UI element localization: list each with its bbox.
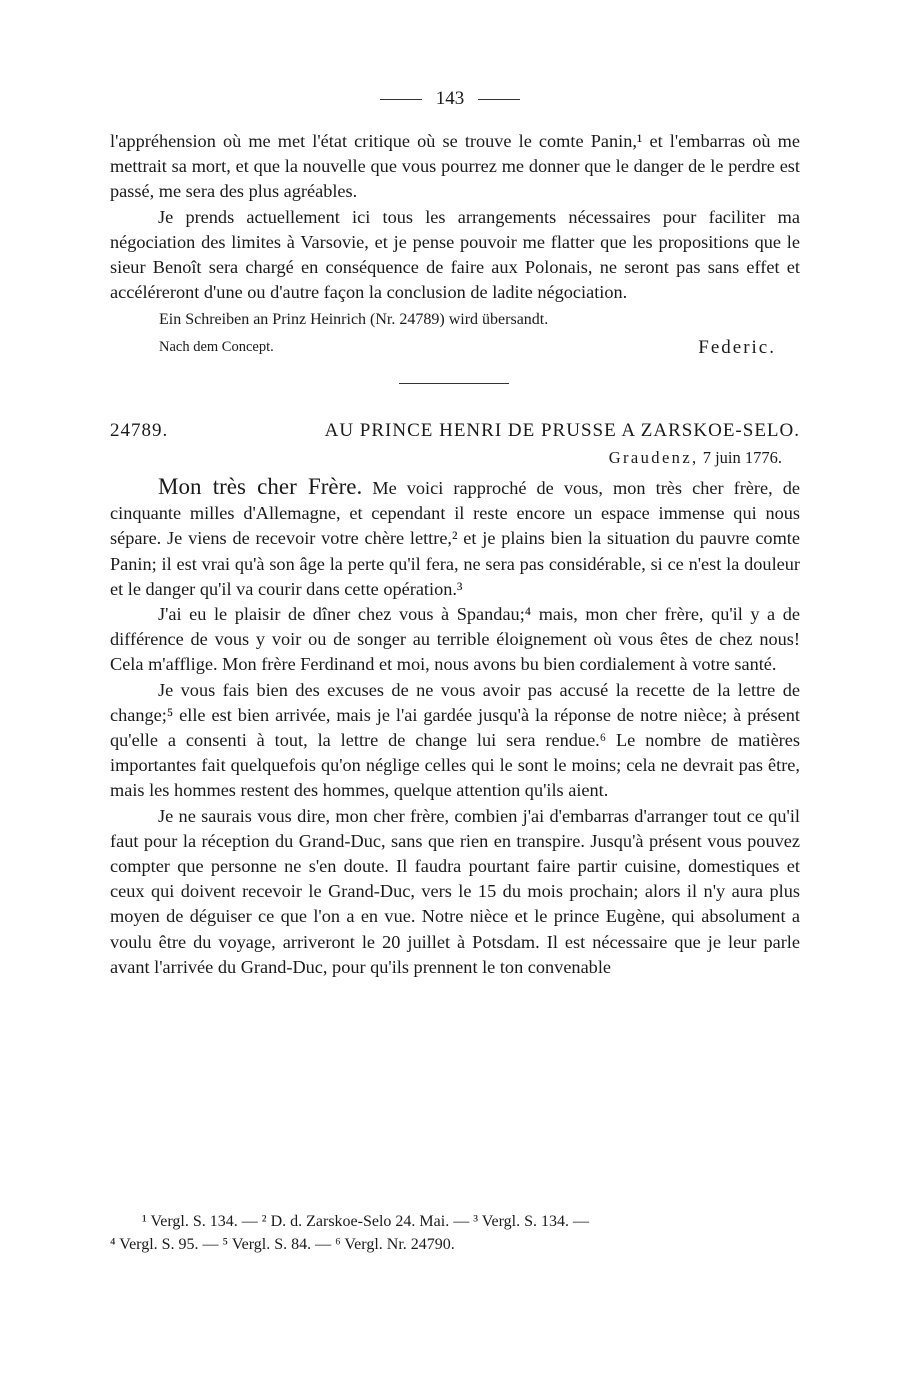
footnotes	[110, 1210, 800, 1256]
letter-paragraph: Je ne saurais vous dire, mon cher frère, combien j'ai d'embarras d'arranger tout ce qu'il faut pour la réception du Grand-Duc, sans que rien en transpire. Jusqu'à présent vous pouvez compter que personne ne s'en doute. Il faudra pourtant faire partir cuisine, domestiques et ceux qui doivent recevoir le Grand-Duc, vers le 15 du mois prochain; alors il n'y aura plus moyen de déguiser ce que l'on a en vue. Notre nièce et le prince Eugène, qui absolument a voulu être du voyage, arriveront le 20 juillet à Potsdam. Il est nécessaire que je leur parle avant l'arrivée du Grand-Duc, pour qu'ils prennent le ton convenable	[110, 805, 800, 977]
page-number: 143	[435, 88, 465, 109]
footnote-line: ¹ Vergl. S. 134. — ² D. d. Zarskoe-Selo 24. Mai. — ³ Vergl. S. 134. —	[142, 1213, 589, 1230]
letter-addressee: AU PRINCE HENRI DE PRUSSE A ZARSKOE-SELO.	[324, 419, 800, 441]
signature: Federic.	[698, 337, 776, 359]
letter-place-date	[110, 445, 800, 470]
source-note: Nach dem Concept.	[159, 339, 274, 356]
letter-date: 7 juin 1776.	[702, 447, 782, 467]
letter-paragraph: J'ai eu le plaisir de dîner chez vous à Spandau;⁴ mais, mon cher frère, qu'il y a de différence de vous y voir ou de songer au terrible éloignement où vous êtes de chez nous! Cela m'afflige. Mon frère Ferdinand et moi, nous avons bu bien cordialement à votre santé.	[110, 604, 800, 675]
letter-place: Graudenz,	[608, 447, 699, 467]
page-header	[0, 86, 900, 111]
letter-heading	[110, 418, 800, 443]
header-rule-right	[478, 99, 520, 100]
letter-paragraph	[110, 474, 800, 602]
editor-note: Ein Schreiben an Prinz Heinrich (Nr. 24789) wird übersandt.	[159, 311, 549, 329]
letter-number: 24789.	[110, 419, 169, 441]
header-rule-left	[380, 99, 422, 100]
letter-paragraph: Je vous fais bien des excuses de ne vous avoir pas accusé la recette de la lettre de change;⁵ elle est bien arrivée, mais je l'ai gardée jusqu'à la réponse de notre nièce; à présent qu'elle a consenti à tout, la lettre de change lui sera rendue.⁶ Le nombre de matières importantes fait quelquefois qu'on néglige celles qui le sont le moins; cela ne devrait pas être, mais les hommes restent des hommes, quelque attention qu'ils aient.	[110, 679, 800, 801]
footnote-line: ⁴ Vergl. S. 95. — ⁵ Vergl. S. 84. — ⁶ Vergl. Nr. 24790.	[110, 1236, 455, 1253]
paragraph: Je prends actuellement ici tous les arrangements nécessaires pour faciliter ma négociation des limites à Varsovie, et je pense pouvoir me flatter que les propositions que le sieur Benoît sera chargé en conséquence de faire aux Polonais, ne seront pas sans effet et accéléreront d'une ou d'autre façon la conclusion de ladite négociation.	[110, 206, 800, 303]
source-line	[110, 335, 800, 360]
section-separator	[399, 383, 509, 384]
page-body	[110, 129, 800, 980]
salutation: Mon très cher Frère.	[158, 474, 363, 500]
letter-paragraph-text: Me voici rapproché de vous, mon très cher frère, de cinquante milles d'Allemagne, et cependant il reste encore un espace immense qui nous sépare. Je viens de recevoir votre chère lettre,² et je plains bien la situation du pauvre comte Panin; il est vrai qu'à son âge la perte qu'il fera, ne sera pas considérable, si ce n'est la douleur et le danger qu'il va courir dans cette opération.³	[110, 478, 800, 599]
continued-paragraph: l'appréhension où me met l'état critique où se trouve le comte Panin,¹ et l'embarras où me mettrait sa mort, et que la nouvelle que vous pourrez me donner que le danger de le perdre est passé, me sera des plus agréables.	[110, 131, 800, 202]
